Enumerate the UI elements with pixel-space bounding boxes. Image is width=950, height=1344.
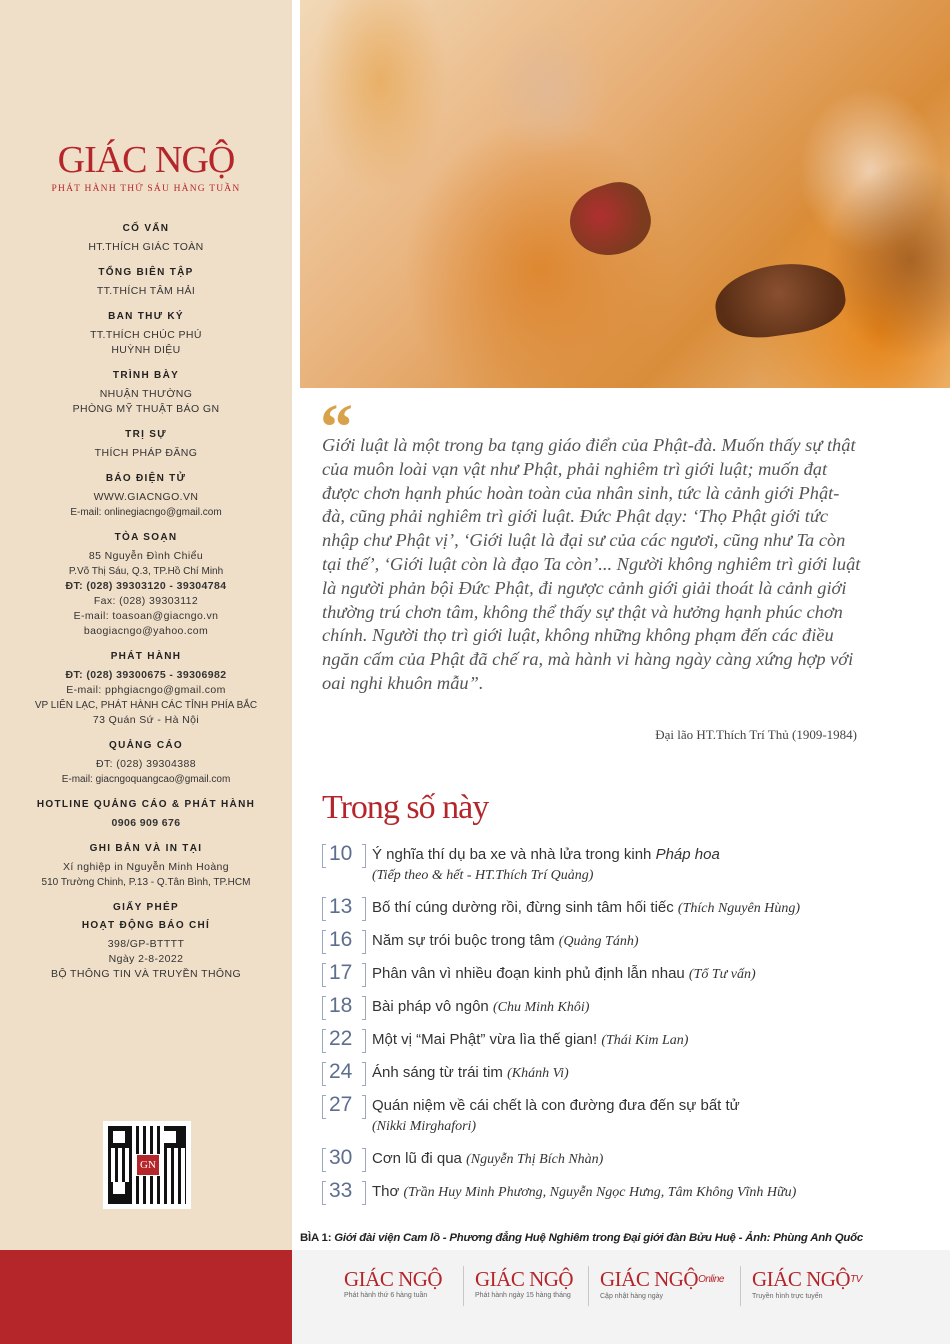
toc-entry-title: Năm sự trói buộc trong tâm — [372, 932, 559, 949]
footer-logo-name — [600, 1268, 724, 1291]
toc-entry[interactable] — [322, 1027, 922, 1060]
credit-line: BỘ THÔNG TIN VÀ TRUYỀN THÔNG — [50, 968, 242, 980]
credit-heading: TRỊ SỰ — [125, 429, 167, 440]
cover-caption — [300, 1232, 863, 1244]
credit-line: 398/GP-BTTTT — [107, 938, 185, 950]
qr-pattern — [108, 1126, 186, 1204]
toc-entry[interactable] — [322, 1179, 922, 1212]
toc-entry[interactable] — [322, 961, 922, 994]
credit-line: Fax: (028) 39303112 — [93, 595, 199, 607]
credit-heading: TỔNG BIÊN TẬP — [98, 267, 194, 278]
credit-block — [0, 428, 292, 461]
toc-entry-title: Phân vân vì nhiều đoạn kinh phủ định lẫn nhau — [372, 965, 689, 982]
toc-entry[interactable] — [322, 994, 922, 1027]
credit-block — [0, 472, 292, 520]
credit-heading: GIẤY PHÉP — [113, 902, 179, 913]
toc-page-number: 10 — [322, 842, 372, 866]
toc-entry-text — [372, 1146, 603, 1170]
footer-logo[interactable] — [752, 1268, 862, 1300]
footer-brands — [292, 1250, 950, 1344]
toc-page-number: 33 — [322, 1179, 372, 1203]
toc-entry-title: Ánh sáng từ trái tim — [372, 1064, 508, 1081]
footer-logo[interactable] — [344, 1268, 442, 1299]
photo-folded-robe — [561, 174, 659, 265]
toc-entry-text — [372, 1093, 740, 1137]
toc-entry-author: (Chu Minh Khôi) — [492, 1000, 590, 1015]
credit-line: P.Võ Thị Sáu, Q.3, TP.Hồ Chí Minh — [68, 566, 224, 577]
footer-logo-title: GIÁC NGỘ — [475, 1267, 574, 1291]
quote-author: Đại lão HT.Thích Trí Thủ (1909-1984) — [655, 727, 857, 742]
cover-photo — [300, 0, 950, 388]
credit-line: TT.THÍCH CHÚC PHÚ — [90, 329, 202, 341]
toc-entry-author: (Tổ Tư vấn) — [688, 967, 756, 982]
credit-line: Xí nghiệp in Nguyễn Minh Hoàng — [62, 861, 230, 873]
qr-code[interactable] — [103, 1121, 191, 1209]
toc-entry-author: (Khánh Vi) — [507, 1066, 569, 1081]
toc-entry-title: Bố thí cúng dường rồi, đừng sinh tâm hối tiếc — [372, 899, 678, 916]
credit-line: ĐT: (028) 39304388 — [95, 758, 196, 770]
credit-block — [0, 531, 292, 639]
credit-link[interactable]: E-mail: onlinegiacngo@gmail.com — [70, 507, 222, 518]
credit-link[interactable]: E-mail: giacngoquangcao@gmail.com — [61, 774, 231, 785]
cover-caption-text: Giới đài viện Cam lồ - Phương đẳng Huệ Nghiêm trong Đại giới đàn Bửu Huệ - Ảnh: Phùng Anh Quốc — [334, 1232, 864, 1244]
footer-logo-tagline: Phát hành ngày 15 hàng tháng — [475, 1292, 571, 1299]
quote-text: Giới luật là một trong ba tạng giáo điển của Phật-đà. Muốn thấy sự thật của muôn loài vạn vật như Phật, phải nghiêm trì giới luật; muốn đạt được chơn hạnh phúc hoàn toàn của nhân sinh, tức là cảnh giới Phật-đà, cũng phải nghiêm trì giới luật. Đức Phật dạy: ‘Thọ Phật giới tức nhập chư Phật vị’, ‘Giới luật là đại sư của các ngươi, cũng như Ta còn tại thế’, ‘Giới luật còn là đạo Ta còn’... Người không nghiêm trì giới luật là người phản bội Đức Phật, đi ngược cảnh giới giải thoát là cảnh giới thường trú chơn tâm, không thể thấy sự thật và hưởng hạnh phúc chơn chính. Người thọ trì giới luật, không những không phạm đến các điều ngăn cấm của Phật đã chế ra, mà hành vi hàng ngày càng xứng hợp với oai nghi khuôn mẫu”. — [322, 435, 861, 693]
footer-red-bar — [0, 1250, 292, 1344]
footer-divider — [588, 1266, 589, 1306]
footer-divider — [740, 1266, 741, 1306]
credit-block — [0, 266, 292, 299]
credit-line: 510 Trường Chinh, P.13 - Q.Tân Bình, TP.HCM — [41, 877, 251, 888]
toc-page-number: 30 — [322, 1146, 372, 1170]
toc-entry-subline: (Nikki Mirghafori) — [372, 1119, 477, 1134]
credit-block — [0, 650, 292, 728]
footer-logo-name — [475, 1268, 573, 1290]
toc-entry-text — [372, 961, 756, 985]
credit-block — [0, 310, 292, 358]
masthead-subtitle: PHÁT HÀNH THỨ SÁU HÀNG TUẦN — [51, 184, 241, 194]
credit-link[interactable]: WWW.GIACNGO.VN — [93, 491, 199, 503]
footer-logo-name — [344, 1268, 442, 1290]
credit-line: VP LIÊN LẠC, PHÁT HÀNH CÁC TỈNH PHÍA BẮC — [34, 700, 258, 711]
toc-entry-text — [372, 895, 800, 919]
toc-entry-author: (Quảng Tánh) — [558, 934, 639, 949]
toc-page-number: 22 — [322, 1027, 372, 1051]
credit-block — [0, 842, 292, 890]
credit-heading: GHI BẢN VÀ IN TẠI — [89, 843, 203, 854]
credit-heading: QUẢNG CÁO — [109, 740, 183, 751]
masthead-credits — [0, 222, 292, 993]
photo-folded-robe-2 — [711, 256, 849, 343]
credit-line: THÍCH PHÁP ĐĂNG — [94, 447, 198, 459]
credit-line: HOẠT ĐỘNG BÁO CHÍ — [81, 920, 211, 931]
credit-heading: CỐ VẤN — [122, 223, 170, 234]
masthead-title: GIÁC NGỘ — [57, 139, 235, 181]
toc-entry-title: Quán niệm về cái chết là con đường đưa đến sự bất tử — [372, 1097, 740, 1114]
toc-entry-author: (Nguyễn Thị Bích Nhàn) — [466, 1152, 604, 1167]
footer-logo-tagline: Truyền hình trực tuyến — [752, 1293, 823, 1300]
toc-entry-text — [372, 1060, 569, 1084]
footer-logo-suffix: Online — [698, 1274, 724, 1285]
toc-entry-title: Một vị “Mai Phật” vừa lìa thế gian! — [372, 1031, 602, 1048]
footer-divider — [463, 1266, 464, 1306]
credit-line: ĐT: (028) 39300675 - 39306982 — [65, 669, 227, 681]
footer-logo-title: GIÁC NGỘ — [600, 1267, 699, 1291]
toc-page-number: 27 — [322, 1093, 372, 1117]
footer-logo[interactable] — [475, 1268, 573, 1299]
credit-line: HT.THÍCH GIÁC TOÀN — [88, 241, 204, 253]
credit-block — [0, 369, 292, 417]
credit-line: HUỲNH DIỆU — [111, 344, 181, 356]
credit-heading: BAN THƯ KÝ — [108, 311, 184, 322]
credit-link[interactable]: baogiacngo@yahoo.com — [83, 625, 209, 637]
cover-caption-label: BÌA 1: — [300, 1232, 335, 1244]
toc-entry-text — [372, 842, 720, 886]
toc-entry-title: Bài pháp vô ngôn — [372, 998, 493, 1015]
credit-heading: PHÁT HÀNH — [110, 651, 182, 662]
credit-heading: TÒA SOẠN — [114, 532, 178, 543]
credit-heading: TRÌNH BÀY — [112, 370, 180, 381]
credit-line: 0906 909 676 — [111, 817, 181, 829]
credit-block — [0, 798, 292, 831]
footer-logo-title: GIÁC NGỘ — [344, 1267, 443, 1291]
credit-block — [0, 222, 292, 255]
credit-link[interactable]: E-mail: toasoan@giacngo.vn — [73, 610, 219, 622]
toc-entry-title-italic: Pháp hoa — [655, 846, 720, 863]
footer-logo-suffix: TV — [850, 1274, 862, 1285]
toc-page-number: 13 — [322, 895, 372, 919]
toc-page-number: 24 — [322, 1060, 372, 1084]
credit-heading: HOTLINE QUẢNG CÁO & PHÁT HÀNH — [36, 799, 256, 810]
toc-entry-author: (Thái Kim Lan) — [601, 1033, 689, 1048]
footer-logo-tagline: Phát hành thứ 6 hàng tuần — [344, 1292, 428, 1299]
toc-entry-text — [372, 928, 639, 952]
footer-logo[interactable] — [600, 1268, 724, 1300]
quote-mark-icon: “ — [320, 391, 353, 464]
credit-line: Ngày 2-8-2022 — [108, 953, 184, 965]
credit-line: ĐT: (028) 39303120 - 39304784 — [65, 580, 227, 592]
toc-entry-title: Ý nghĩa thí dụ ba xe và nhà lửa trong kinh — [372, 846, 656, 863]
credit-line: PHÒNG MỸ THUẬT BÁO GN — [72, 403, 220, 415]
toc-entry[interactable] — [322, 842, 922, 895]
toc-entry[interactable] — [322, 1146, 922, 1179]
toc-entry[interactable] — [322, 928, 922, 961]
toc-entry-title: Thơ — [372, 1183, 404, 1200]
qr-badge: GN — [136, 1154, 160, 1176]
credit-heading: BÁO ĐIỆN TỬ — [105, 473, 187, 484]
footer-logo-tagline: Cập nhật hàng ngày — [600, 1293, 664, 1300]
toc-entry-text — [372, 994, 589, 1018]
toc-entry-text — [372, 1027, 688, 1051]
toc-entry[interactable] — [322, 895, 922, 928]
toc-page-number: 16 — [322, 928, 372, 952]
toc-entry-author: (Trần Huy Minh Phương, Nguyễn Ngọc Hưng, Tâm Không Vĩnh Hữu) — [403, 1185, 797, 1200]
toc-list — [322, 842, 922, 1212]
credit-line: NHUẬN THƯỜNG — [99, 388, 193, 400]
toc-entry-subline: (Tiếp theo & hết - HT.Thích Trí Quảng) — [372, 868, 594, 883]
toc-page-number: 17 — [322, 961, 372, 985]
masthead-brand — [0, 140, 292, 194]
credit-block — [0, 739, 292, 787]
toc-entry[interactable] — [322, 1093, 922, 1146]
toc-entry-title: Cơn lũ đi qua — [372, 1150, 467, 1167]
credit-block — [0, 937, 292, 982]
credit-block — [0, 901, 292, 933]
toc-entry-author: (Thích Nguyên Hùng) — [677, 901, 801, 916]
toc-entry-text — [372, 1179, 796, 1203]
footer-logo-name — [752, 1268, 862, 1291]
credit-link[interactable]: E-mail: pphgiacngo@gmail.com — [66, 684, 226, 696]
footer-logo-title: GIÁC NGỘ — [752, 1267, 851, 1291]
toc-entry[interactable] — [322, 1060, 922, 1093]
credit-line: 73 Quán Sứ - Hà Nội — [92, 714, 200, 726]
credit-line: 85 Nguyễn Đình Chiểu — [88, 550, 204, 562]
masthead-panel — [0, 0, 292, 1250]
toc-page-number: 18 — [322, 994, 372, 1018]
toc-title: Trong số này — [322, 789, 489, 826]
credit-line: TT.THÍCH TÂM HẢI — [96, 285, 196, 297]
